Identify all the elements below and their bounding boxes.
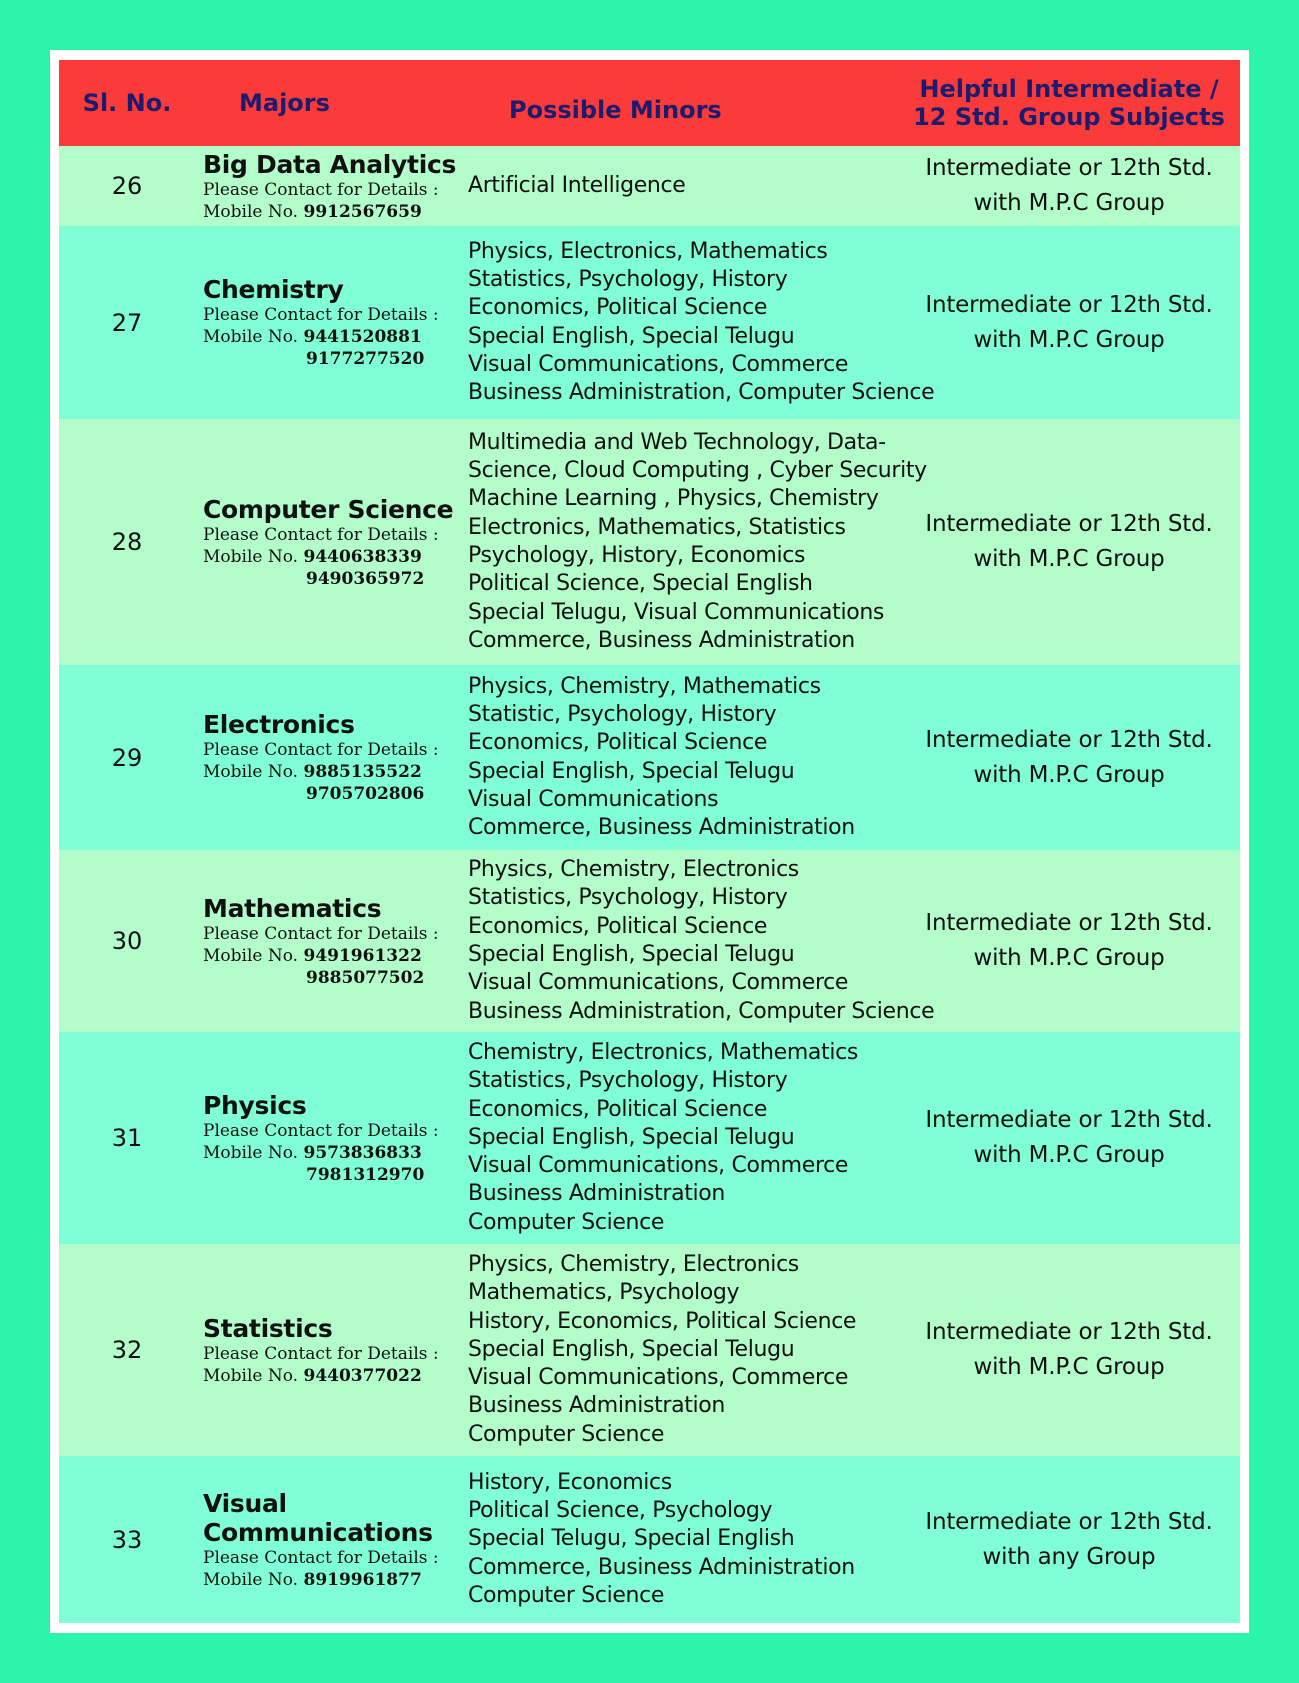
major-name-line2: Communications — [203, 1517, 433, 1547]
minor-line: Political Science, Special English — [468, 571, 813, 597]
major-name: Computer Science — [203, 494, 454, 524]
minor-line: Statistics, Psychology, History — [468, 266, 788, 292]
helpful-line1: Intermediate or 12th Std. — [925, 155, 1213, 181]
mobile-line — [203, 201, 459, 223]
minor-line: Machine Learning , Physics, Chemistry — [468, 486, 879, 512]
table-row — [59, 665, 1240, 850]
helpful-line2: with M.P.C Group — [973, 326, 1165, 353]
minor-line: Political Science, Psychology — [468, 1498, 773, 1524]
helpful-line2: with M.P.C Group — [973, 1354, 1165, 1380]
major-name: Mathematics — [203, 893, 382, 923]
mobile-number: 9885135522 — [303, 762, 422, 782]
major-cell — [195, 146, 459, 226]
minors-cell — [459, 226, 935, 419]
mobile-line — [203, 1569, 459, 1591]
major-cell — [195, 1032, 459, 1244]
minor-line: Economics, Political Science — [468, 1096, 768, 1122]
page-frame — [50, 50, 1249, 1633]
table-row — [59, 226, 1240, 419]
helpful-cell — [898, 146, 1240, 226]
minor-line: Visual Communications, Commerce — [468, 1365, 849, 1391]
helpful-cell — [898, 665, 1240, 850]
table-row — [59, 1244, 1240, 1456]
header-sl-no: Sl. No. — [82, 89, 172, 117]
minor-line: Psychology, History, Economics — [468, 543, 806, 568]
helpful-line2: with M.P.C Group — [973, 945, 1165, 971]
minor-line: Mathematics, Psychology — [468, 1280, 740, 1306]
minor-line: Physics, Chemistry, Electronics — [468, 1251, 799, 1277]
row-number: 30 — [111, 927, 143, 955]
minor-line: Commerce, Business Administration — [468, 627, 855, 653]
mobile-label: Mobile No. — [203, 327, 299, 347]
mobile-number: 9491961322 — [303, 945, 422, 966]
minor-line: Visual Communications, Commerce — [468, 1153, 849, 1179]
major-name: Physics — [203, 1090, 307, 1120]
helpful-cell — [898, 1032, 1240, 1244]
mobile-label: Mobile No. — [203, 1569, 299, 1590]
helpful-line1: Intermediate or 12th Std. — [925, 726, 1213, 753]
mobile-number-2: 7981312970 — [306, 1164, 425, 1185]
row-number: 29 — [111, 743, 143, 772]
major-name: Electronics — [203, 710, 355, 739]
header-helpful-line2: 12 Std. Group Subjects — [913, 103, 1225, 131]
minors-cell — [459, 146, 898, 226]
minors-cell — [459, 665, 898, 850]
major-cell — [195, 1244, 459, 1456]
minor-line: Special Telugu, Visual Communications — [468, 599, 885, 625]
mobile-label: Mobile No. — [203, 1365, 299, 1386]
helpful-line2: with M.P.C Group — [973, 761, 1165, 788]
mobile-number: 9441520881 — [303, 327, 422, 347]
header-possible-minors: Possible Minors — [509, 96, 722, 124]
helpful-line1: Intermediate or 12th Std. — [925, 291, 1213, 318]
minor-line: Statistic, Psychology, History — [468, 701, 777, 727]
contact-label: Please Contact for Details : — [203, 179, 439, 200]
mobile-label: Mobile No. — [203, 762, 299, 782]
minor-line: History, Economics — [468, 1469, 672, 1495]
helpful-cell — [898, 419, 1240, 665]
minor-line: History, Economics, Political Science — [468, 1308, 857, 1334]
minors-cell — [459, 850, 935, 1032]
minor-line: Physics, Electronics, Mathematics — [468, 238, 828, 264]
row-number: 28 — [111, 528, 143, 556]
minor-line: Economics, Political Science — [468, 913, 768, 939]
contact-label: Please Contact for Details : — [203, 923, 439, 944]
helpful-line2: with M.P.C Group — [973, 1142, 1165, 1168]
minor-line: Physics, Chemistry, Electronics — [468, 857, 799, 883]
minor-line: Special Telugu, Special English — [468, 1526, 795, 1552]
major-cell — [195, 226, 459, 419]
contact-label: Please Contact for Details : — [203, 1343, 439, 1364]
helpful-cell — [898, 850, 1240, 1032]
helpful-line1: Intermediate or 12th Std. — [925, 1508, 1213, 1535]
row-number: 32 — [111, 1336, 143, 1364]
helpful-line1: Intermediate or 12th Std. — [925, 511, 1213, 537]
minor-line: Special English, Special Telugu — [468, 323, 795, 349]
table-row — [59, 1032, 1240, 1244]
mobile-number-2: 9490365972 — [306, 568, 425, 589]
helpful-line2: with any Group — [982, 1543, 1156, 1570]
row-number: 31 — [111, 1124, 143, 1152]
minor-line: Multimedia and Web Technology, Data- — [468, 429, 886, 455]
mobile-line — [203, 1365, 459, 1387]
helpful-line2: with M.P.C Group — [973, 546, 1165, 572]
header-helpful-subjects — [898, 60, 1240, 146]
minor-line: Economics, Political Science — [468, 295, 768, 321]
minor-line: Special English, Special Telugu — [468, 758, 795, 784]
mobile-label: Mobile No. — [203, 1142, 299, 1163]
minor-line: Economics, Political Science — [468, 730, 768, 756]
major-cell — [195, 1456, 459, 1623]
mobile-number: 9573836833 — [303, 1142, 422, 1163]
minor-line: Special English, Special Telugu — [468, 1336, 795, 1362]
minor-line: Chemistry, Electronics, Mathematics — [468, 1039, 858, 1065]
major-cell — [195, 665, 459, 850]
mobile-line — [203, 1142, 459, 1164]
helpful-cell — [898, 1456, 1240, 1623]
helpful-line1: Intermediate or 12th Std. — [925, 1319, 1213, 1345]
minor-line: Commerce, Business Administration — [468, 815, 855, 841]
minor-line: Business Administration, Computer Science — [468, 380, 935, 406]
minor-line: Electronics, Mathematics, Statistics — [468, 514, 846, 540]
table-row — [59, 146, 1240, 226]
contact-label: Please Contact for Details : — [203, 740, 439, 760]
minor-line: Statistics, Psychology, History — [468, 1068, 788, 1094]
helpful-cell — [898, 226, 1240, 419]
minor-line: Visual Communications, Commerce — [468, 970, 849, 996]
minor-line: Business Administration, Computer Science — [468, 998, 935, 1024]
mobile-number: 9440377022 — [303, 1365, 422, 1386]
major-name-line1: Visual — [203, 1488, 287, 1518]
mobile-number-2: 9177277520 — [306, 349, 425, 369]
major-name: Big Data Analytics — [203, 149, 457, 179]
table-row — [59, 850, 1240, 1032]
minor-line: Business Administration — [468, 1393, 725, 1419]
minor-line: Computer Science — [468, 1209, 665, 1235]
mobile-number: 9440638339 — [303, 546, 422, 567]
helpful-line1: Intermediate or 12th Std. — [925, 1107, 1213, 1133]
major-cell — [195, 850, 459, 1032]
table-header-row — [59, 60, 1240, 146]
helpful-line1: Intermediate or 12th Std. — [925, 910, 1213, 936]
mobile-line — [203, 326, 459, 348]
helpful-cell — [898, 1244, 1240, 1456]
minors-cell — [459, 419, 927, 665]
table-row — [59, 419, 1240, 665]
helpful-line2: with M.P.C Group — [973, 190, 1165, 216]
minors-cell — [459, 1032, 898, 1244]
mobile-label: Mobile No. — [203, 945, 299, 966]
mobile-label: Mobile No. — [203, 201, 299, 222]
mobile-line — [203, 761, 459, 783]
table-row — [59, 1456, 1240, 1623]
minor-line: Computer Science — [468, 1421, 665, 1447]
minor-line: Visual Communications, Commerce — [468, 351, 849, 377]
minor-line: Computer Science — [468, 1582, 665, 1608]
mobile-number: 9912567659 — [303, 201, 422, 222]
header-helpful-line1: Helpful Intermediate / — [919, 75, 1219, 103]
minor-line: Business Administration — [468, 1181, 725, 1207]
minor-line: Statistics, Psychology, History — [468, 885, 788, 911]
mobile-number: 8919961877 — [303, 1569, 422, 1590]
mobile-line — [203, 945, 459, 967]
majors-minors-table — [59, 60, 1240, 1623]
minor-line: Commerce, Business Administration — [468, 1554, 855, 1580]
mobile-line — [203, 546, 459, 568]
minors-cell — [459, 1244, 898, 1456]
minor-line: Science, Cloud Computing , Cyber Security — [468, 458, 927, 484]
major-name: Chemistry — [203, 275, 344, 304]
contact-label: Please Contact for Details : — [203, 305, 439, 325]
minors-cell — [459, 1456, 898, 1623]
contact-label: Please Contact for Details : — [203, 1120, 439, 1141]
contact-label: Please Contact for Details : — [203, 1547, 439, 1568]
header-majors: Majors — [239, 89, 330, 117]
minor-line: Special English, Special Telugu — [468, 942, 795, 967]
row-number: 33 — [111, 1525, 143, 1554]
minor-line: Artificial Intelligence — [468, 172, 686, 198]
mobile-number-2: 9885077502 — [306, 967, 425, 988]
row-number: 27 — [111, 308, 143, 337]
row-number: 26 — [111, 172, 143, 200]
minor-line: Special English, Special Telugu — [468, 1124, 795, 1150]
mobile-label: Mobile No. — [203, 546, 299, 567]
mobile-number-2: 9705702806 — [306, 784, 425, 804]
major-name: Statistics — [203, 1313, 333, 1343]
contact-label: Please Contact for Details : — [203, 524, 439, 545]
minor-line: Visual Communications — [468, 786, 719, 812]
minor-line: Physics, Chemistry, Mathematics — [468, 673, 821, 699]
major-cell — [195, 419, 459, 665]
